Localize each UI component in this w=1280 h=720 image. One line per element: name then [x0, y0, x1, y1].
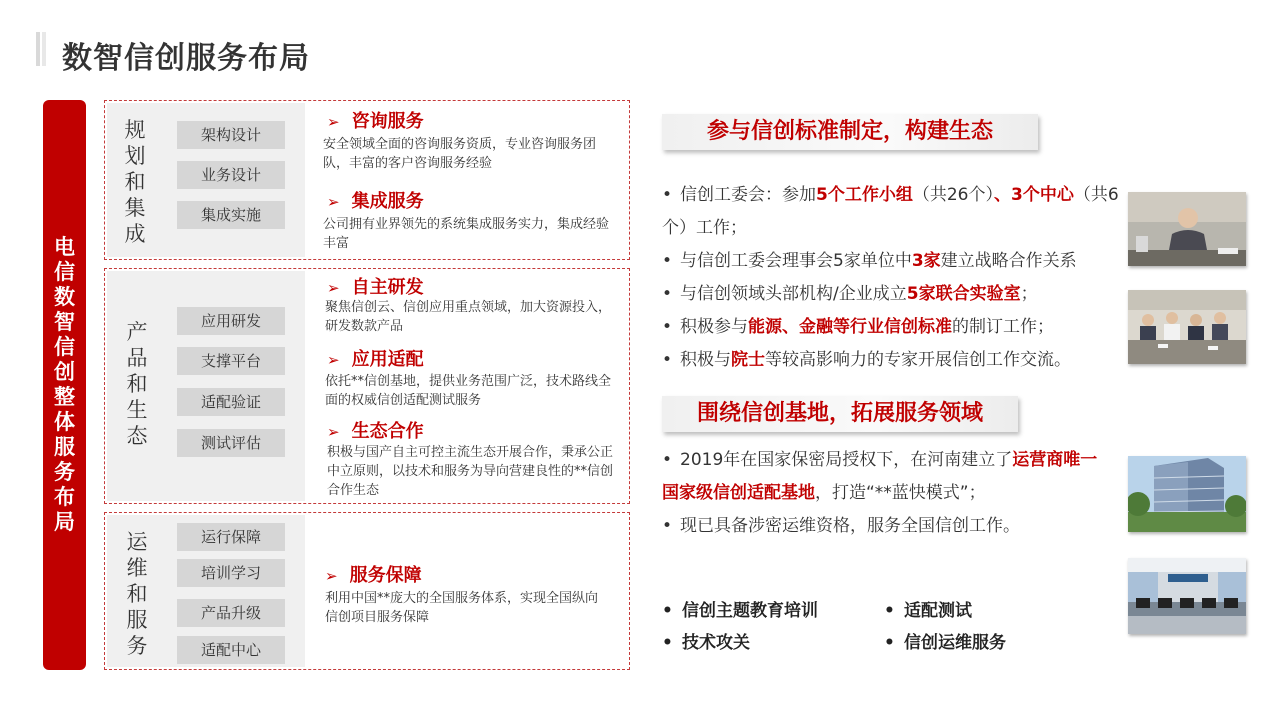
- highlight-text: 能源、金融等行业信创标准: [748, 317, 952, 337]
- section-title-standards: 参与信创标准制定，构建生态: [662, 114, 1038, 150]
- bullet-dot-icon: •: [662, 284, 673, 304]
- bullet-text: （共26个）: [912, 185, 994, 205]
- bullet-text: 积极与: [680, 350, 731, 370]
- bullet-dot-icon: •: [662, 317, 673, 337]
- service-heading: ➢ 应用适配: [327, 349, 424, 370]
- tag-item[interactable]: 集成实施: [177, 201, 285, 229]
- service-description: 安全领域全面的咨询服务资质，专业咨询服务团队，丰富的客户咨询服务经验: [323, 137, 597, 171]
- group-operations-service: [104, 512, 630, 670]
- tag-item[interactable]: 应用研发: [177, 307, 285, 335]
- section1-bullets: [662, 179, 1122, 377]
- service-description: 公司拥有业界领先的系统集成服务实力，集成经验丰富: [323, 217, 610, 251]
- tag-item[interactable]: 支撑平台: [177, 347, 285, 375]
- bullet-dot-icon: •: [662, 185, 673, 205]
- bullet-text: 与信创领域头部机构/企业成立: [680, 284, 907, 304]
- highlight-text: 院士: [731, 350, 765, 370]
- service-heading: ➢ 咨询服务: [327, 111, 424, 132]
- category-label: 运维和服务: [126, 530, 148, 658]
- arrow-icon: ➢: [327, 113, 340, 131]
- service-heading: ➢ 集成服务: [327, 191, 424, 212]
- bullet-dot-icon: •: [662, 251, 673, 271]
- bullet-text: 2019年在国家保密局授权下，在河南建立了: [680, 450, 1013, 470]
- service-item: • 技术攻关: [662, 633, 750, 653]
- service-item: • 信创运维服务: [884, 633, 1006, 653]
- tag-item[interactable]: 架构设计: [177, 121, 285, 149]
- arrow-icon: ➢: [327, 351, 340, 369]
- bullet-text: 信创工委会：参加: [680, 185, 816, 205]
- service-description: 依托**信创基地，提供业务范围广泛，技术路线全面的权威信创适配测试服务: [325, 374, 612, 408]
- bullet-text: 与信创工委会理事会5家单位中: [680, 251, 912, 271]
- group-planning-integration: [104, 100, 630, 260]
- section-title-base: 围绕信创基地，拓展服务领域: [662, 396, 1018, 432]
- bullet-item: [662, 179, 1122, 245]
- bullet-dot-icon: •: [662, 516, 673, 536]
- bullet-item: [662, 444, 1102, 510]
- bullet-text: ，打造“**蓝快模式”；: [815, 483, 986, 503]
- section2-bullets: [662, 444, 1102, 543]
- conference-table-photo: [1128, 290, 1246, 364]
- service-description: 利用中国**庞大的全国服务体系，实现全国纵向信创项目服务保障: [325, 591, 599, 625]
- bullet-item: [662, 278, 1122, 311]
- bullet-item: [662, 510, 1102, 543]
- service-item: • 信创主题教育培训: [662, 601, 818, 621]
- tag-item[interactable]: 业务设计: [177, 161, 285, 189]
- service-heading: ➢ 服务保障: [325, 565, 422, 586]
- bullet-text: 积极参与: [680, 317, 748, 337]
- highlight-text: 5个工作小组: [816, 185, 913, 205]
- service-description: 聚焦信创云、信创应用重点领域，加大资源投入，研发数款产品: [325, 300, 612, 334]
- highlight-text: 运营商唯一国家级信创适配基地: [662, 450, 1098, 503]
- meeting-speaker-photo: [1128, 192, 1246, 266]
- service-item: • 适配测试: [884, 601, 972, 621]
- service-heading: ➢ 自主研发: [327, 277, 424, 298]
- service-description: 积极与国产自主可控主流生态开展合作，秉承公正中立原则，以技术和服务为导向营建良性的**信创合作生态: [327, 445, 614, 498]
- arrow-icon: ➢: [327, 279, 340, 297]
- photo-illustration: [1128, 192, 1246, 266]
- bullet-text: 现已具备涉密运维资格，服务全国信创工作。: [680, 516, 1020, 536]
- bullet-text: （共6个）工作；: [662, 185, 1119, 238]
- bullet-text: 等较高影响力的专家开展信创工作交流。: [765, 350, 1071, 370]
- category-label: 产品和生态: [126, 320, 148, 448]
- highlight-text: 5家联合实验室: [906, 284, 1021, 304]
- arrow-icon: ➢: [325, 567, 338, 585]
- page-title: 数智信创服务布局: [62, 41, 310, 76]
- bullet-text: 建立战略合作关系: [940, 251, 1077, 271]
- side-banner-title: 电信数智信创整体服务布局: [54, 235, 75, 534]
- photo-illustration: [1128, 290, 1246, 364]
- highlight-text: 、3个中心: [993, 185, 1074, 205]
- photo-illustration: [1128, 456, 1246, 532]
- tag-item[interactable]: 产品升级: [177, 599, 285, 627]
- photo-illustration: [1128, 558, 1246, 634]
- office-room-photo: [1128, 558, 1246, 634]
- category-label: 规划和集成: [124, 118, 146, 246]
- tag-item[interactable]: 适配验证: [177, 388, 285, 416]
- tag-item[interactable]: 适配中心: [177, 636, 285, 664]
- bullet-item: [662, 344, 1122, 377]
- service-heading: ➢ 生态合作: [327, 421, 424, 442]
- arrow-icon: ➢: [327, 423, 340, 441]
- bullet-text: ；: [1020, 284, 1038, 304]
- base-building-photo: [1128, 456, 1246, 532]
- tag-item[interactable]: 测试评估: [177, 429, 285, 457]
- highlight-text: 3家: [911, 251, 941, 271]
- tag-item[interactable]: 培训学习: [177, 559, 285, 587]
- bullet-item: [662, 245, 1122, 278]
- bullet-text: 的制订工作；: [952, 317, 1054, 337]
- arrow-icon: ➢: [327, 193, 340, 211]
- title-decoration: [36, 32, 46, 66]
- tag-item[interactable]: 运行保障: [177, 523, 285, 551]
- side-banner: [43, 100, 86, 670]
- bullet-dot-icon: •: [662, 350, 673, 370]
- bullet-dot-icon: •: [662, 450, 673, 470]
- group-product-ecosystem: [104, 268, 630, 504]
- bullet-item: [662, 311, 1122, 344]
